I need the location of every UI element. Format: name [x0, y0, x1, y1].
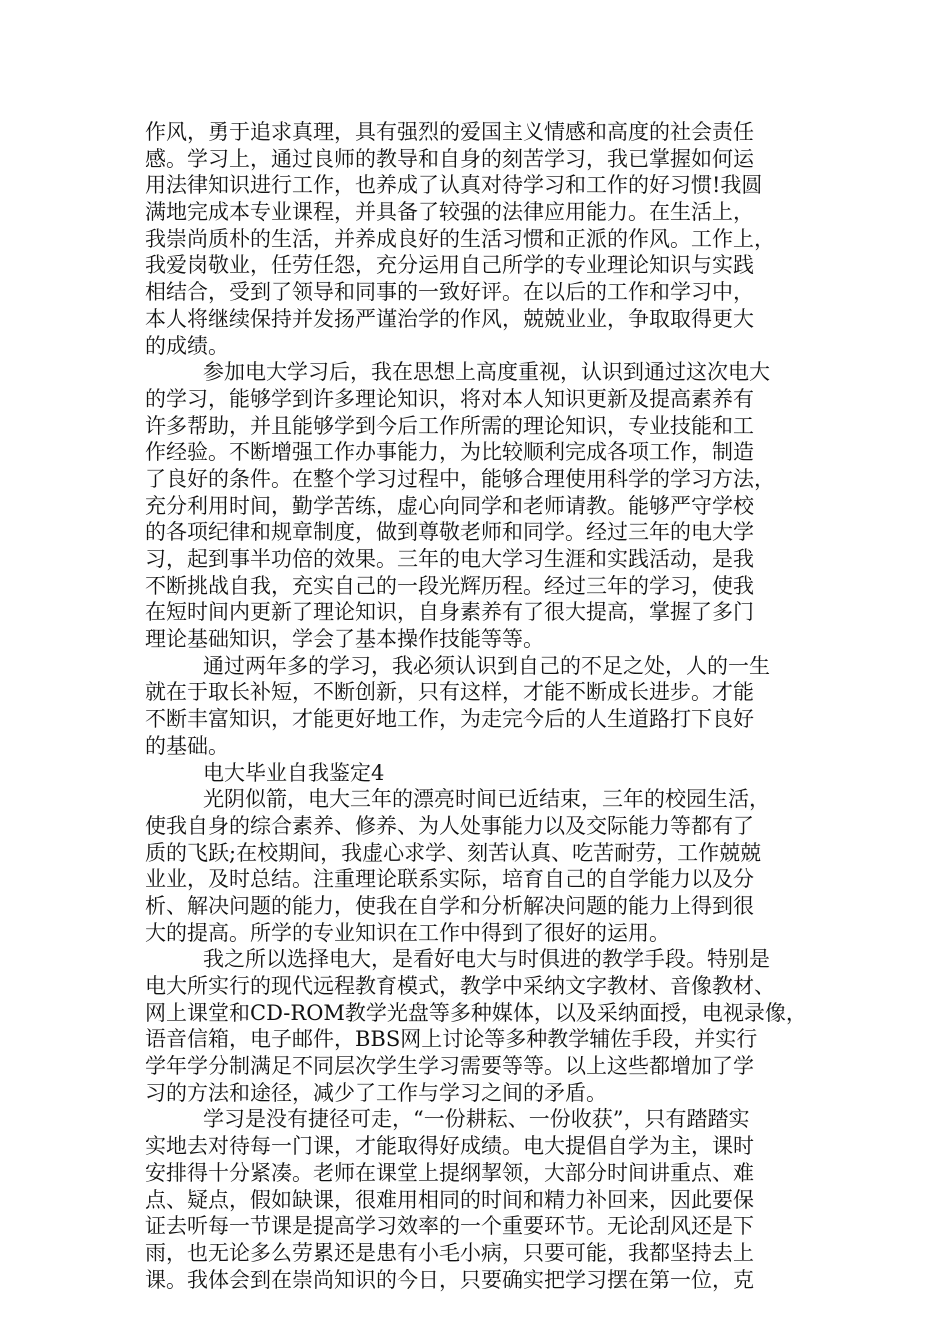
paragraph-no-shortcut [145, 1106, 811, 1293]
text-line: 本人将继续保持并发扬严谨治学的作风，兢兢业业，争取取得更大 [145, 306, 754, 331]
text-line: 习，起到事半功倍的效果。三年的电大学习生涯和实践活动，是我 [145, 547, 754, 571]
text-line: 作经验。不断增强工作办事能力，为比较顺利完成各项工作，制造 [145, 440, 754, 465]
text-line: 证去听每一节课是提高学习效率的一个重要环节。无论刮风还是下 [145, 1214, 754, 1239]
text-line: 使我自身的综合素养、修养、为人处事能力以及交际能力等都有了 [145, 813, 754, 838]
text-line: 许多帮助，并且能够学到今后工作所需的理论知识，专业技能和工 [145, 413, 754, 438]
paragraph-conduct [145, 119, 811, 359]
text-line: 作风，勇于追求真理，具有强烈的爱国主义情感和高度的社会责任 [145, 120, 754, 144]
text-line: 的成绩。 [145, 333, 229, 358]
text-line: 不断丰富知识，才能更好地工作，为走完今后的人生道路打下良好 [145, 707, 754, 732]
text-line: 析、解决问题的能力，使我在自学和分析解决问题的能力上得到很 [145, 893, 754, 918]
text-line: 满地完成本专业课程，并具备了较强的法律应用能力。在生活上， [145, 200, 754, 225]
text-line: 课。我体会到在崇尚知识的今日，只要确实把学习摆在第一位，克 [145, 1267, 754, 1292]
text-line: 习的方法和途径，减少了工作与学习之间的矛盾。 [145, 1080, 607, 1105]
text-line: 在短时间内更新了理论知识，自身素养有了很大提高，掌握了多门 [145, 600, 754, 625]
text-line: 参加电大学习后，我在思想上高度重视，认识到通过这次电大 [203, 360, 770, 385]
text-line: 我爱岗敬业，任劳任怨，充分运用自己所学的专业理论知识与实践 [145, 253, 754, 278]
text-line: 学年学分制满足不同层次学生学习需要等等。以上这些都增加了学 [145, 1054, 754, 1079]
text-line: 大的提高。所学的专业知识在工作中得到了很好的运用。 [145, 920, 670, 945]
text-line: 相结合，受到了领导和同事的一致好评。在以后的工作和学习中， [145, 280, 754, 305]
text-line: 通过两年多的学习，我必须认识到自己的不足之处，人的一生 [203, 653, 770, 678]
text-line: 点、疑点，假如缺课，很难用相同的时间和精力补回来，因此要保 [145, 1187, 754, 1212]
paragraph-why-tvu [145, 946, 811, 1106]
text-line: 感。学习上，通过良师的教导和自身的刻苦学习，我已掌握如何运 [145, 146, 754, 171]
text-line: 实地去对待每一门课，才能取得好成绩。电大提倡自学为主，课时 [145, 1134, 754, 1159]
text-line: 学习是没有捷径可走，“一份耕耘、一份收获”，只有踏踏实 [203, 1107, 750, 1132]
text-line: 网上课堂和CD-ROM教学光盘等多种媒体，以及采纳面授，电视录像， [145, 1000, 807, 1025]
document-page [145, 119, 811, 1293]
text-line: 用法律知识进行工作，也养成了认真对待学习和工作的好习惯!我圆 [145, 173, 763, 198]
text-line: 的学习，能够学到许多理论知识，将对本人知识更新及提高素养有 [145, 386, 754, 411]
text-line: 的基础。 [145, 733, 229, 758]
section-heading: 电大毕业自我鉴定4 [203, 760, 385, 785]
text-line: 光阴似箭，电大三年的漂亮时间已近结束，三年的校园生活， [203, 787, 770, 812]
paragraph-shortcomings [145, 653, 811, 760]
text-line: 电大所实行的现代远程教育模式，教学中采纳文字教材、音像教材、 [145, 974, 775, 998]
text-line: 的各项纪律和规章制度，做到尊敬老师和同学。经过三年的电大学 [145, 520, 754, 545]
text-line: 了良好的条件。在整个学习过程中，能够合理使用科学的学习方法， [145, 466, 775, 491]
text-line: 雨，也无论多么劳累还是患有小毛小病，只要可能，我都坚持去上 [145, 1240, 754, 1265]
paragraph-three-years [145, 786, 811, 946]
text-line: 理论基础知识，学会了基本操作技能等等。 [145, 627, 544, 652]
text-line: 就在于取长补短，不断创新，只有这样，才能不断成长进步。才能 [145, 680, 754, 705]
text-line: 安排得十分紧凑。老师在课堂上提纲挈领，大部分时间讲重点、难 [145, 1160, 754, 1185]
text-line: 我崇尚质朴的生活，并养成良好的生活习惯和正派的作风。工作上， [145, 226, 775, 251]
text-line: 质的飞跃;在校期间，我虚心求学、刻苦认真、吃苦耐劳，工作兢兢 [145, 840, 762, 865]
text-line: 不断挑战自我，充实自己的一段光辉历程。经过三年的学习，使我 [145, 573, 754, 598]
paragraph-study-attitude [145, 359, 811, 653]
text-line: 业业，及时总结。注重理论联系实际，培育自己的自学能力以及分 [145, 867, 754, 892]
text-line: 语音信箱，电子邮件，BBS网上讨论等多种教学辅佐手段，并实行 [145, 1027, 758, 1052]
text-line: 我之所以选择电大，是看好电大与时俱进的教学手段。特别是 [203, 947, 770, 972]
text-line: 充分利用时间，勤学苦练，虚心向同学和老师请教。能够严守学校 [145, 493, 754, 518]
